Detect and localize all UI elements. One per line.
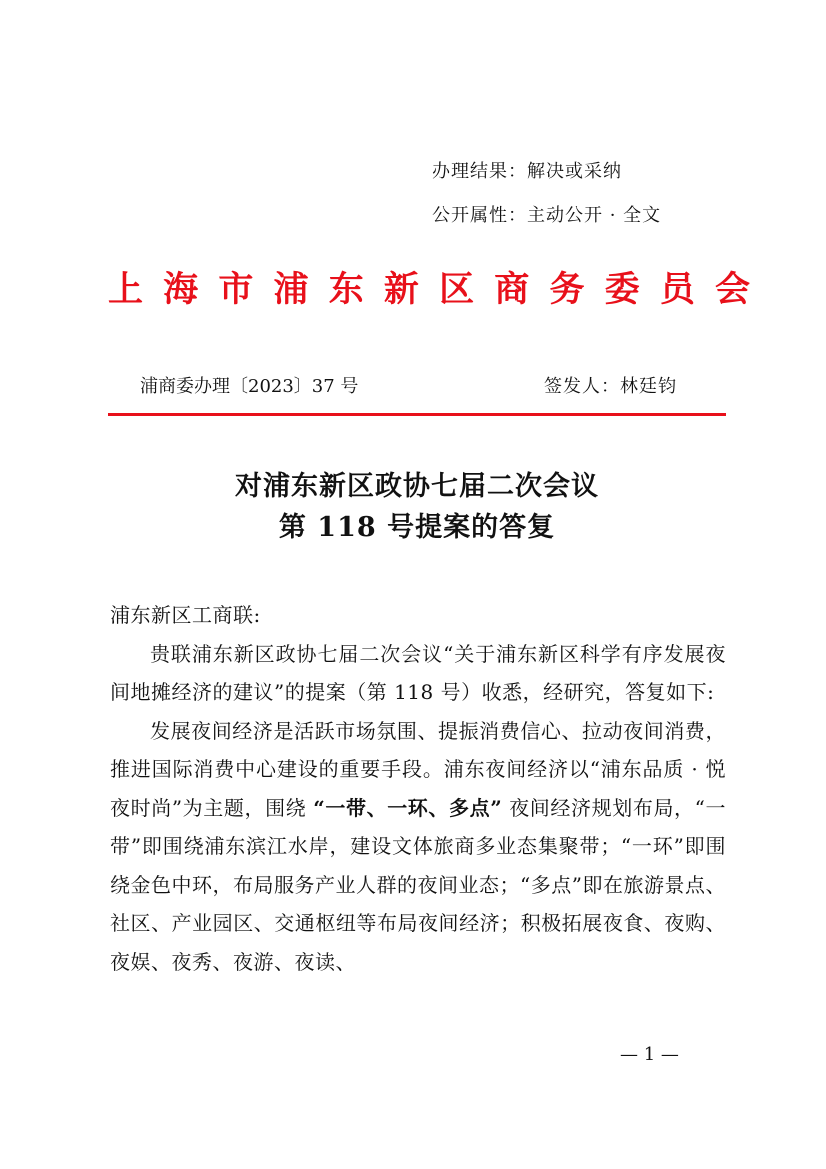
document-body	[110, 596, 726, 981]
signer: 签发人：林廷钧	[544, 376, 677, 397]
document-title	[108, 466, 726, 548]
letterhead-divider	[108, 413, 726, 416]
paragraph-2-text-end: 夜间经济规划布局，“一带”即围绕浦东滨江水岸，建设文体旅商多业态集聚带；“一环”即围绕金色中环，布局服务产业人群的夜间业态；“多点”即在旅游景点、社区、产业园区、交通枢纽等布局夜间经济；积极拓展夜食、夜购、夜娱、夜秀、夜游、夜读、	[110, 795, 726, 974]
document-title-line-1: 对浦东新区政协七届二次会议	[235, 471, 599, 502]
paragraph-2-text-start: 发展夜间经济是活跃市场氛围、提振消费信心、拉动夜间消费，推进国际消费中心建设的重要手段。浦东夜间经济以“浦东品质 · 悦夜时尚”为主题，围绕	[110, 718, 726, 820]
disclosure-attribute: 公开属性：主动公开 · 全文	[432, 205, 662, 226]
paragraph-1: 贵联浦东新区政协七届二次会议“关于浦东新区科学有序发展夜间地摊经济的建议”的提案（第 118 号）收悉，经研究，答复如下:	[110, 641, 726, 704]
salutation: 浦东新区工商联:	[110, 603, 261, 627]
document-number: 浦商委办理〔2023〕37 号	[140, 376, 359, 397]
paragraph-2	[110, 712, 726, 982]
handling-result: 办理结果：解决或采纳	[432, 161, 622, 182]
page-number: — 1 —	[620, 1044, 679, 1065]
paragraph-2-emphasis: “一带、一环、多点”	[313, 795, 503, 820]
organization-letterhead: 上 海 市 浦 东 新 区 商 务 委 员 会	[108, 270, 755, 310]
document-title-line-2: 第 118 号提案的答复	[278, 512, 556, 543]
